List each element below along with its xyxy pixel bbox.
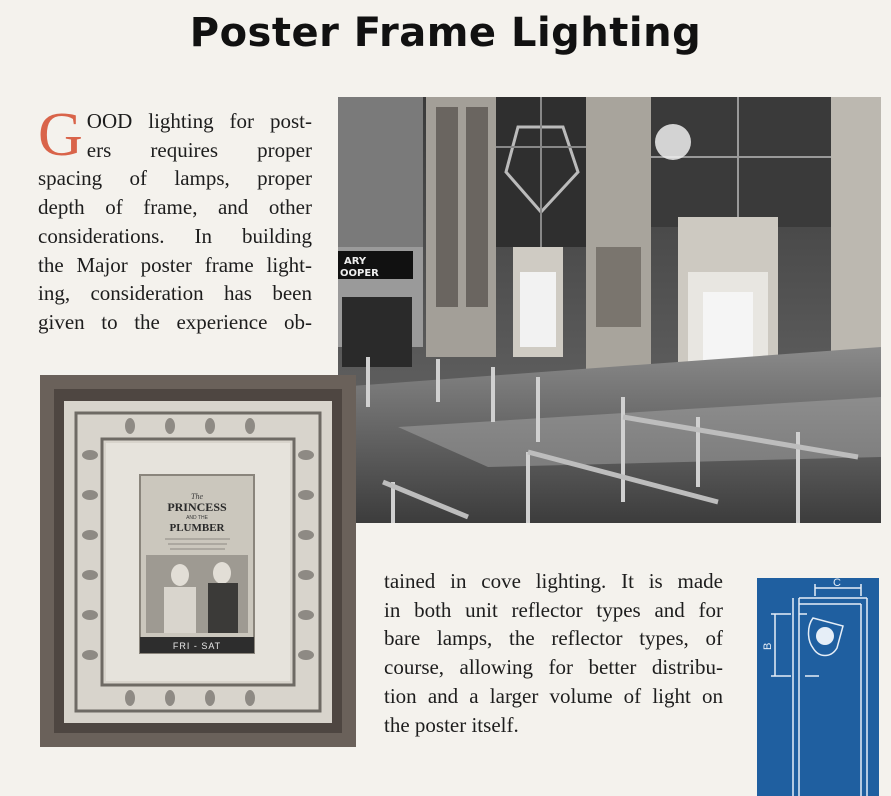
lobby-photo	[338, 97, 881, 523]
paragraph-line: given to the experience ob-	[38, 309, 312, 334]
paragraph-line: ing, consideration has been	[38, 281, 312, 306]
paragraph-line: tained in cove lighting. It is made	[384, 569, 723, 593]
continuation-paragraph	[384, 567, 723, 739]
page-title: Poster Frame Lighting	[189, 10, 702, 56]
paragraph-line: considerations. In building	[38, 223, 312, 248]
paragraph-line: OOD lighting for post-	[86, 109, 312, 133]
svg-text:OOPER: OOPER	[340, 268, 379, 279]
dimension-label-b: B	[762, 642, 774, 650]
paragraph-line: in both unit reflector types and for	[384, 597, 723, 622]
paragraph-line: bare lamps, the reflector types, of	[384, 626, 723, 651]
paragraph-line: the poster itself.	[384, 712, 519, 737]
poster-line-2: PRINCESS	[167, 500, 227, 514]
drop-cap: G	[38, 101, 83, 169]
paragraph-line: depth of frame, and other	[38, 195, 312, 220]
poster-footer: FRI - SAT	[172, 641, 222, 651]
cross-section-diagram	[757, 578, 879, 796]
paragraph-line: spacing of lamps, proper	[38, 166, 312, 191]
poster-line-4: PLUMBER	[169, 522, 225, 534]
dimension-label-c: C	[833, 578, 841, 589]
marquee-text: ARY	[344, 256, 367, 267]
intro-paragraph	[38, 101, 312, 337]
paragraph-line: course, allowing for better distribu-	[384, 655, 723, 680]
paragraph-line: tion and a larger volume of light on	[384, 683, 723, 708]
poster-frame-photo	[40, 375, 356, 747]
paragraph-line: the Major poster frame light-	[38, 252, 312, 277]
poster-line-3: AND THE	[186, 515, 208, 521]
poster-line-1: The	[191, 492, 203, 501]
paragraph-line: ers requires proper	[86, 137, 312, 162]
